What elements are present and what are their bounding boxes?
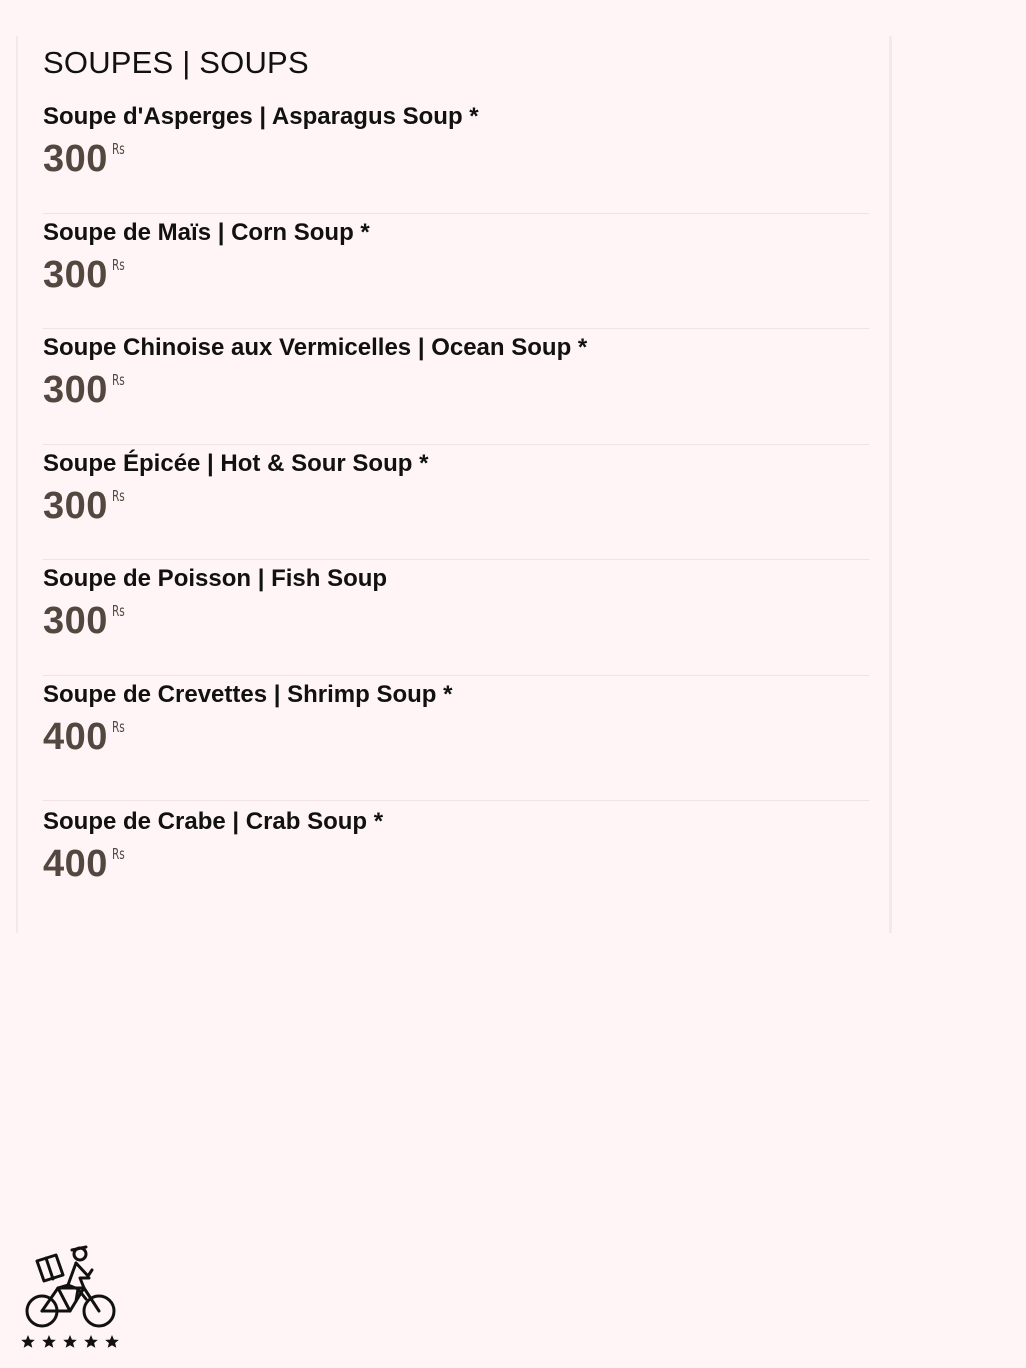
menu-item-corn-soup[interactable] — [43, 214, 869, 330]
price-currency: Rs — [111, 602, 125, 620]
star-icon — [42, 1335, 56, 1348]
price-value: 300 — [43, 369, 108, 411]
price-value: 400 — [43, 715, 108, 758]
price-currency: Rs — [111, 255, 125, 274]
menu-item-ocean-soup[interactable] — [43, 329, 869, 445]
price-currency: Rs — [111, 844, 125, 863]
price-currency: Rs — [111, 371, 125, 389]
menu-list — [43, 98, 869, 916]
menu-item-crab-soup[interactable] — [43, 801, 869, 917]
star-icon — [84, 1335, 98, 1348]
item-price — [43, 255, 869, 295]
star-rating — [21, 1335, 119, 1348]
section-title: SOUPES | SOUPS — [43, 45, 309, 80]
item-price — [43, 601, 869, 641]
item-price — [43, 486, 869, 526]
item-name: Soupe de Crabe | Crab Soup * — [43, 807, 384, 835]
menu-item-hot-sour-soup[interactable] — [43, 445, 869, 561]
item-name: Soupe de Crevettes | Shrimp Soup * — [43, 680, 453, 708]
star-icon — [105, 1335, 119, 1348]
price-value: 300 — [43, 138, 108, 180]
item-price — [43, 844, 869, 884]
menu-item-fish-soup[interactable] — [43, 560, 869, 676]
delivery-badge[interactable] — [20, 1243, 122, 1351]
item-price — [43, 717, 869, 757]
price-value: 300 — [43, 600, 108, 642]
delivery-bike-icon — [20, 1243, 122, 1351]
menu-item-asparagus-soup[interactable] — [43, 98, 869, 214]
item-name: Soupe Épicée | Hot & Sour Soup * — [43, 449, 429, 477]
price-value: 300 — [43, 253, 108, 296]
menu-item-shrimp-soup[interactable] — [43, 676, 869, 801]
price-currency: Rs — [111, 486, 125, 505]
star-icon — [21, 1335, 35, 1348]
item-name: Soupe de Poisson | Fish Soup — [43, 565, 388, 592]
item-price — [43, 139, 869, 179]
star-icon — [63, 1335, 77, 1348]
price-currency: Rs — [111, 717, 125, 736]
item-name: Soupe de Maïs | Corn Soup * — [43, 218, 370, 246]
price-value: 300 — [43, 484, 108, 527]
menu-panel — [16, 36, 892, 933]
item-price — [43, 370, 869, 410]
price-currency: Rs — [111, 140, 125, 158]
price-value: 400 — [43, 842, 108, 885]
item-name: Soupe d'Asperges | Asparagus Soup * — [43, 103, 479, 130]
item-name: Soupe Chinoise aux Vermicelles | Ocean Soup * — [43, 334, 588, 361]
